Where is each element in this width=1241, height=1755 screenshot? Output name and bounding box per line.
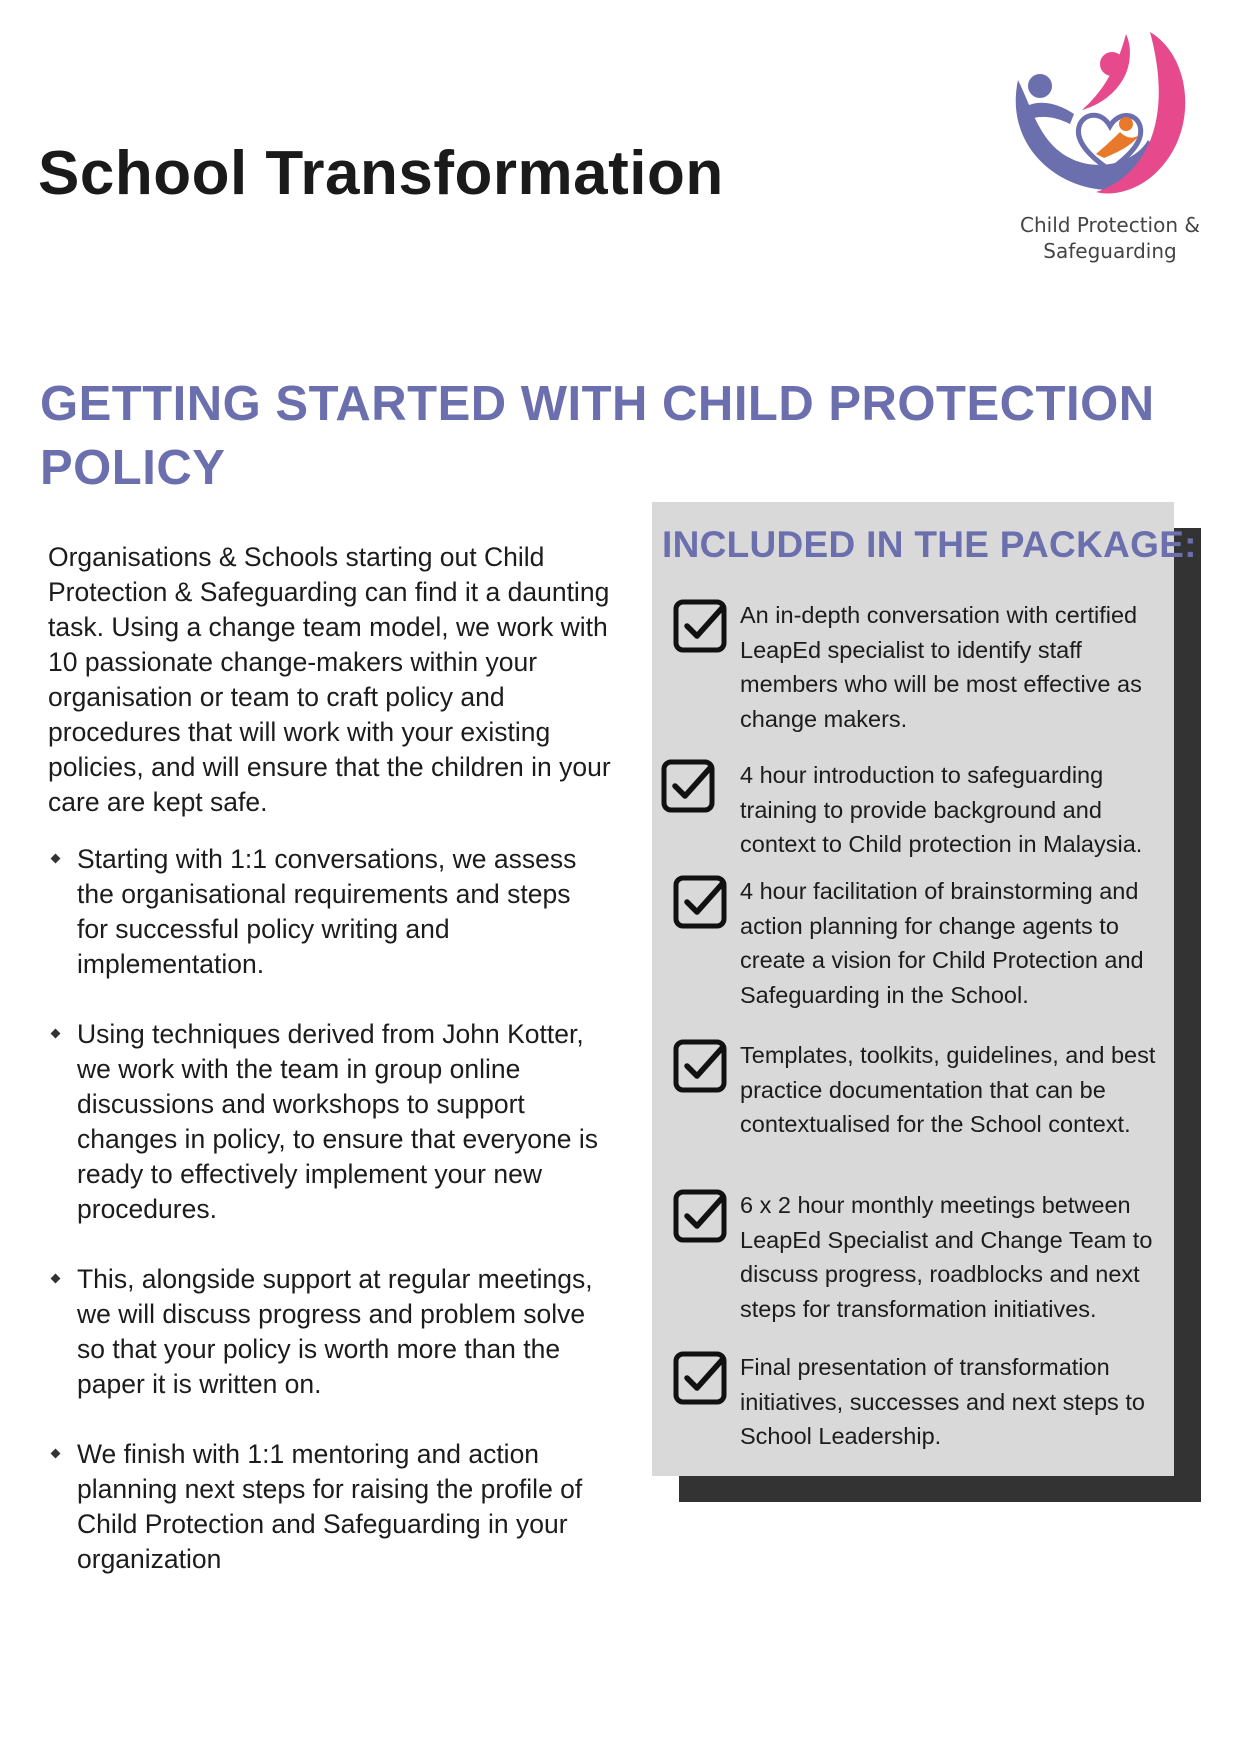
diamond-bullet-icon [51,854,61,864]
list-item-text: We finish with 1:1 mentoring and action planning next steps for raising the profile of Child Protection and Safeguarding in your organization [77,1439,583,1574]
logo-text-line1: Child Protection & [1020,213,1200,237]
diamond-bullet-icon [51,1274,61,1284]
package-title: INCLUDED IN THE PACKAGE: [662,524,1197,565]
checkbox-checked-icon [672,1350,728,1406]
checkbox-checked-icon [660,758,716,814]
section-heading: GETTING STARTED WITH CHILD PROTECTION POLICY [40,377,1155,495]
bullet-list [48,842,608,1612]
list-item [48,1017,608,1227]
package-item-text: 4 hour facilitation of brainstorming and action planning for change agents to create a vision for Child Protection and Safeguarding in the School. [740,878,1144,1008]
child-protection-logo-icon [1000,28,1220,208]
package-item-text: An in-depth conversation with certified LeapEd specialist to identify staff members who will be most effective as change makers. [740,602,1142,732]
package-item-text: Final presentation of transformation initiatives, successes and next steps to School Leadership. [740,1354,1145,1449]
intro-paragraph: Organisations & Schools starting out Child Protection & Safeguarding can find it a daunting task. Using a change team model, we work with 10 passionate change-makers within your organisation or team to craft policy and procedures that will work with your existing policies, and will ensure that the children in your care are kept safe. [48,542,611,817]
list-item-text: Using techniques derived from John Kotter, we work with the team in group online discussions and workshops to support changes in policy, to ensure that everyone is ready to effectively implement your new procedures. [77,1019,598,1224]
page-title: School Transformation [38,139,724,208]
checkbox-checked-icon [672,874,728,930]
diamond-bullet-icon [51,1029,61,1039]
list-item [48,1262,608,1402]
list-item-text: This, alongside support at regular meetings, we will discuss progress and problem solve so that your policy is worth more than the paper it is written on. [77,1264,593,1399]
list-item [48,842,608,982]
package-item-text: 6 x 2 hour monthly meetings between LeapEd Specialist and Change Team to discuss progress, roadblocks and next steps for transformation initiatives. [740,1192,1153,1322]
list-item-text: Starting with 1:1 conversations, we assess the organisational requirements and steps for successful policy writing and implementation. [77,844,577,979]
organization-logo [1000,28,1220,268]
logo-text [1000,212,1220,264]
diamond-bullet-icon [51,1449,61,1459]
package-item-text: 4 hour introduction to safeguarding training to provide background and context to Child protection in Malaysia. [740,762,1143,857]
package-panel [652,502,1197,1476]
list-item [48,1437,608,1577]
checkbox-checked-icon [672,1038,728,1094]
package-item-text: Templates, toolkits, guidelines, and best practice documentation that can be contextualised for the School context. [740,1042,1156,1137]
logo-text-line2: Safeguarding [1043,239,1177,263]
checkbox-checked-icon [672,598,728,654]
checkbox-checked-icon [672,1188,728,1244]
